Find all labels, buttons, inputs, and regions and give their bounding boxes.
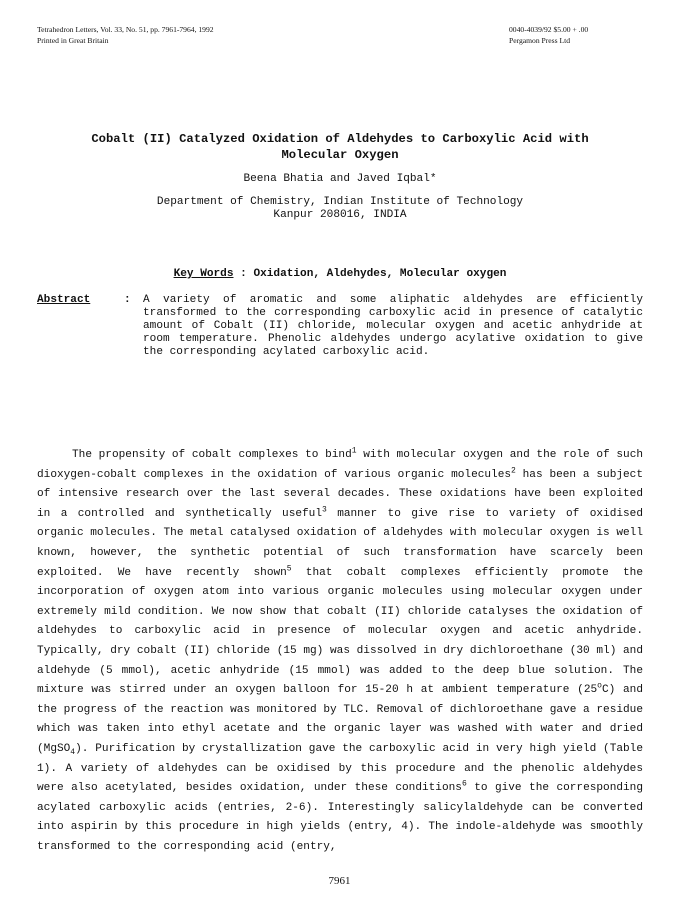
affiliation-line-1: Department of Chemistry, Indian Institute of Technology: [156, 196, 524, 208]
ref-superscript: 3: [322, 505, 327, 515]
title-line-1: Cobalt (II) Catalyzed Oxidation of Aldehydes to Carboxylic Acid with: [91, 132, 589, 146]
journal-header: [37, 24, 214, 46]
printed-location: Printed in Great Britain: [37, 36, 109, 45]
keywords-text: : Oxidation, Aldehydes, Molecular oxygen: [233, 268, 507, 280]
subscript: 4: [70, 748, 76, 758]
ref-superscript: 1: [351, 446, 357, 456]
journal-citation: Tetrahedron Letters, Vol. 33, No. 51, pp. 7961-7964, 1992: [37, 25, 214, 34]
abstract-colon: :: [124, 294, 131, 306]
body-span: C) and the progress of the reaction was monitored by TLC. Removal of dichloroethane gave a residue which was taken into ethyl acetate and the organic layer was washed with water and dried (MgSO: [37, 684, 643, 755]
body-span: has been a subject of intensive research over the last several decades. These oxidations have been exploited in a controlled and synthetically useful: [37, 468, 643, 520]
abstract-label: Abstract: [37, 294, 91, 306]
page-number: 7961: [328, 875, 351, 887]
body-span: manner to give rise to variety of oxidised organic molecules. The metal catalysed oxidation of aldehydes with molecular oxygen is well known, however, the synthetic potential of such transformation have scarcely been exploited. We have recently shown: [37, 507, 644, 579]
ref-superscript: 5: [286, 563, 292, 573]
body-span: The propensity of cobalt complexes to bind: [72, 449, 352, 461]
abstract-text: A variety of aromatic and some aliphatic aldehydes are efficiently transformed to the corresponding carboxylic acid in presence of catalytic amount of Cobalt (II) chloride, molecular oxygen and acetic anhydride at room temperature. Phenolic aldehydes undergo acylative oxidation to give the corresponding acylated carboxylic acid.: [143, 294, 643, 358]
keywords-label: Key Words: [173, 268, 234, 280]
keywords: [40, 268, 640, 280]
title-line-2: Molecular Oxygen: [281, 148, 399, 162]
body-text: [37, 446, 643, 857]
degree-superscript: o: [597, 681, 602, 691]
body-paragraph: [37, 446, 643, 857]
publisher-name: Pergamon Press Ltd: [509, 36, 571, 45]
body-span: to give the corresponding acylated carboxylic acids (entries, 2-6). Interestingly salicylaldehyde can be converted into aspirin by this procedure in high yields (entry, 4). The indole-aldehyde was smoothly transformed to the corresponding acid (entry,: [37, 782, 643, 853]
price-code: 0040-4039/92 $5.00 + .00: [509, 25, 589, 34]
publisher-header: [509, 24, 588, 46]
authors: Beena Bhatia and Javed Iqbal*: [243, 173, 437, 185]
body-span: that cobalt complexes efficiently promote the incorporation of oxygen atom into various organic molecules using molecular oxygen under extremely mild condition. We now show that cobalt (II) chloride catalyses the oxidation of aldehydes to carboxylic acid in presence of molecular oxygen and acetic anhydride. Typically, dry cobalt (II) chloride (15 mg) was dissolved in dry dichloroethane (30 ml) and aldehyde (5 mmol), acetic anhydride (15 mmol) was added to the deep blue solution. The mixture was stirred under an oxygen balloon for 15-20 h at ambient temperature (25: [37, 566, 643, 697]
body-span: with molecular oxygen and the role of such dioxygen-cobalt complexes in the oxidation of various organic molecules: [37, 449, 644, 481]
paper-title: [40, 131, 640, 163]
affiliation: [40, 196, 640, 222]
affiliation-line-2: Kanpur 208016, INDIA: [273, 209, 407, 221]
ref-superscript: 2: [511, 465, 516, 475]
ref-superscript: 6: [461, 779, 467, 789]
body-span: ). Purification by crystallization gave the carboxylic acid in very high yield (Table 1). A variety of aldehydes can be oxidised by this procedure and the phenolic aldehydes were also acetylated, besides oxidation, under these conditions: [37, 742, 643, 795]
